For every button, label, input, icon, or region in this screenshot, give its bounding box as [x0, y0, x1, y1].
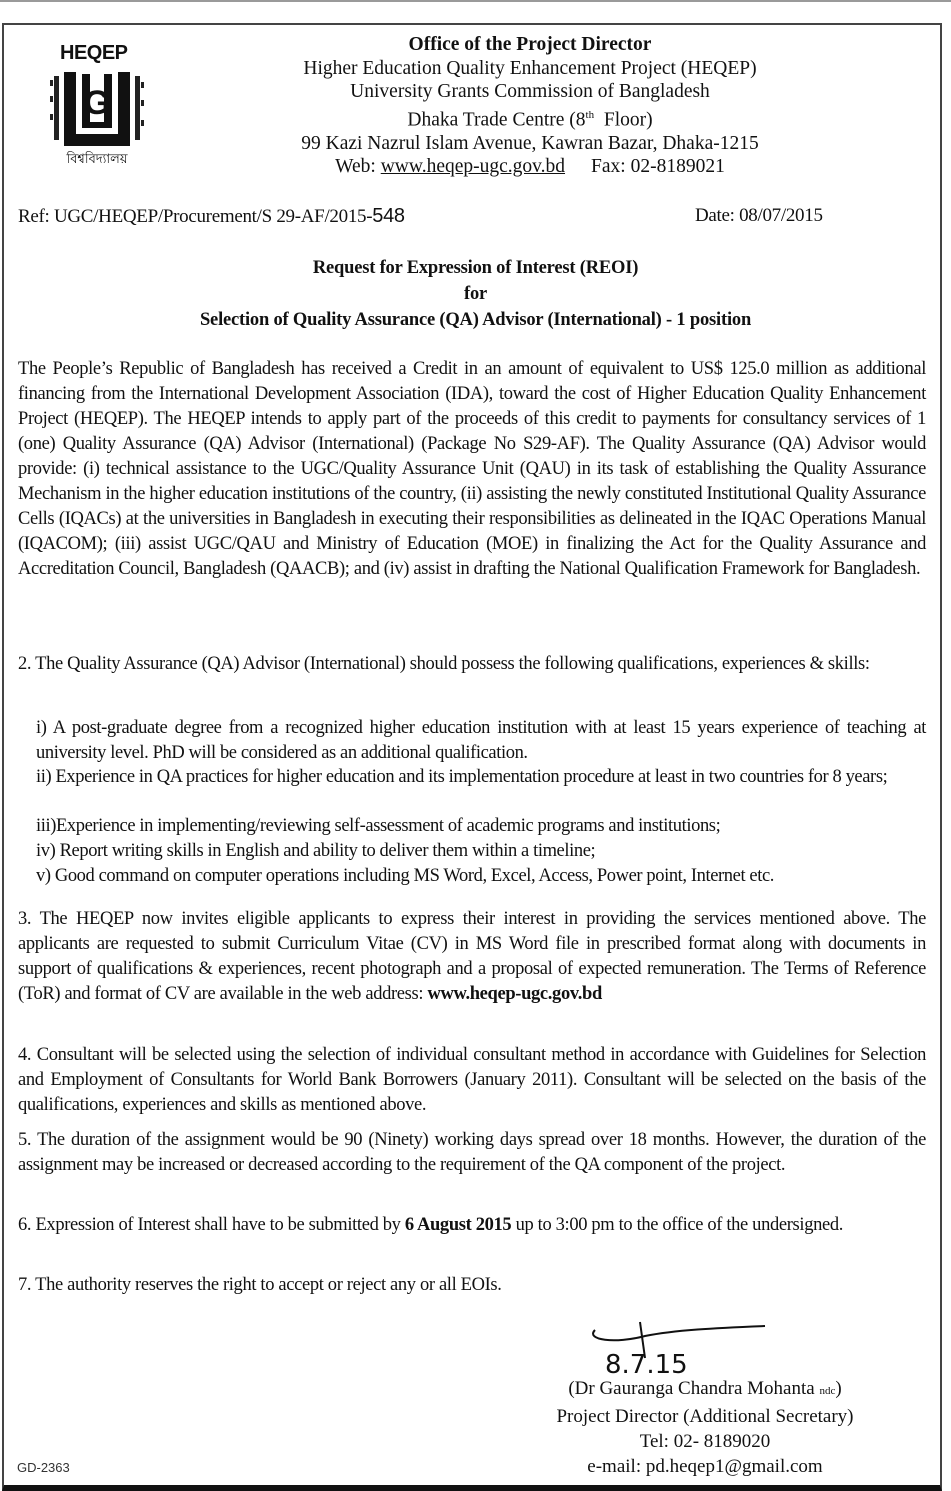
section-4	[18, 1043, 926, 1118]
building-line	[270, 104, 790, 132]
section-5-text: The duration of the assignment would be 90 (Ninety) working days spread over 18 months. However, the duration of the assignment may be increased or decreased according to the requirement of the QA component of the project.	[18, 1130, 926, 1175]
document-date: Date: 08/07/2015	[695, 205, 823, 226]
section-7-text: The authority reserves the right to accept or reject any or all EOIs.	[35, 1275, 502, 1295]
title-line-1: Request for Expression of Interest (REOI)	[312, 258, 639, 278]
contact-line	[270, 155, 790, 179]
section-7-number: 7.	[18, 1275, 32, 1295]
ref-printed: Ref: UGC/HEQEP/Procurement/S 29-AF/2015-	[18, 206, 373, 227]
top-edge-line	[0, 0, 951, 2]
signatory-designation: Project Director (Additional Secretary)	[556, 1406, 854, 1427]
ref-handwritten: 548	[372, 205, 405, 227]
logo-bengali-caption: বিশ্ববিদ্যালয়	[66, 152, 128, 167]
item-text: A post-graduate degree from a recognized higher education institution with at least 15 years experience of teaching at university level. PhD will be considered as an additional qualification.	[36, 718, 926, 763]
qualification-item-5	[36, 864, 926, 889]
signatory-name	[520, 1376, 890, 1404]
svg-text:8.7.15: 8.7.15	[605, 1350, 688, 1378]
qualification-item-1	[36, 716, 926, 765]
qualification-item-2	[36, 765, 926, 790]
item-text: Experience in QA practices for higher education and its implementation procedure at least in two countries for 8 years;	[55, 767, 888, 787]
intro-paragraph: The People’s Republic of Bangladesh has received a Credit in an amount of equivalent to US$ 125.0 million as additional financing from the International Development Association (IDA), toward the cost of Higher Education Quality Enhancement Project (HEQEP). The HEQEP intends to apply part of the proceeds of this credit to payments for consultancy services of 1 (one) Quality Assurance (QA) Advisor (International) (Package No S29-AF). The Quality Assurance (QA) Advisor would provide: (i) technical assistance to the UGC/Quality Assurance Unit (QAU) in its task of establishing the Quality Assurance Mechanism in the higher education institutions of the country, (ii) assisting the newly constituted Institutional Quality Assurance Cells (IQACs) at the universities in Bangladesh in executing their responsibilities as delineated in the IQAC Operations Manual (IQACOM); (iii) assist UGC/QAU and Ministry of Education (MOE) in finalizing the Act for the Quality Assurance and Accreditation Council, Bangladesh (QAACB); and (iv) assist in drafting the National Qualification Framework for Bangladesh.	[18, 359, 926, 579]
building-floor: Floor)	[594, 109, 653, 130]
section-3	[18, 907, 926, 1007]
footer-code: GD-2363	[17, 1460, 70, 1475]
item-number: v)	[36, 866, 51, 886]
name-text: (Dr Gauranga Chandra Mohanta	[568, 1378, 820, 1399]
svg-text:G: G	[83, 84, 111, 122]
signature-block	[520, 1376, 890, 1479]
project-name: Higher Education Quality Enhancement Project (HEQEP)	[303, 57, 757, 79]
qualification-item-3	[36, 814, 926, 839]
item-text: Experience in implementing/reviewing self-assessment of academic programs and institutions;	[55, 816, 721, 836]
item-text: Report writing skills in English and ability to deliver them within a timeline;	[59, 841, 596, 861]
title-line-2: for	[463, 284, 488, 304]
handwritten-signature-icon	[585, 1318, 785, 1378]
section-3-number: 3.	[18, 909, 32, 929]
signatory-email[interactable]: e-mail: pd.heqep1@gmail.com	[587, 1456, 823, 1477]
signatory-tel: Tel: 02- 8189020	[639, 1431, 771, 1452]
section-6-number: 6.	[18, 1215, 32, 1235]
section-6	[18, 1213, 926, 1238]
name-suffix: ndc	[819, 1385, 836, 1397]
qualification-item-4	[36, 839, 926, 864]
section-7	[18, 1273, 926, 1298]
building-text: Dhaka Trade Centre (8	[407, 109, 586, 130]
letterhead	[270, 33, 790, 179]
web-label: Web:	[335, 156, 381, 177]
building-sup: th	[585, 108, 595, 121]
item-number: ii)	[36, 767, 52, 787]
title-line-3: Selection of Quality Assurance (QA) Advisor (International) - 1 position	[199, 310, 752, 330]
section-6-text: Expression of Interest shall have to be submitted by	[35, 1215, 405, 1235]
fax-number: Fax: 02-8189021	[591, 156, 725, 177]
section-6-text-end: up to 3:00 pm to the office of the undersigned.	[511, 1215, 844, 1235]
heqep-logo	[26, 42, 160, 172]
address-line: 99 Kazi Nazrul Islam Avenue, Kawran Bazar, Dhaka-1215	[301, 132, 759, 154]
section-4-text: Consultant will be selected using the selection of individual consultant method in accordance with Guidelines for Selection and Employment of Consultants for World Bank Borrowers (January 2011). Consultant will be selected on the basis of the qualifications, experiences and skills as mentioned above.	[18, 1045, 926, 1115]
name-close: )	[835, 1378, 842, 1399]
item-number: i)	[36, 718, 47, 738]
item-number: iii)	[36, 816, 56, 836]
office-title: Office of the Project Director	[408, 34, 652, 55]
web-link[interactable]: www.heqep-ugc.gov.bd	[380, 156, 566, 177]
section-5	[18, 1128, 926, 1178]
submission-deadline: 6 August 2015	[404, 1215, 512, 1235]
reference-number	[18, 205, 405, 228]
item-text: Good command on computer operations including MS Word, Excel, Access, Power point, Internet etc.	[54, 866, 774, 886]
item-number: iv)	[36, 841, 56, 861]
section-2-number: 2.	[18, 654, 32, 674]
section-2-text: The Quality Assurance (QA) Advisor (International) should possess the following qualifications, experiences & skills:	[35, 654, 870, 674]
section-3-text: The HEQEP now invites eligible applicants to express their interest in providing the services mentioned above. The applicants are requested to submit Curriculum Vitae (CV) in MS Word file in prescribed format along with documents in support of qualifications & experiences, recent photograph and a proposal of expected remuneration. The Terms of Reference (ToR) and format of CV are available in the web address:	[18, 909, 926, 1004]
section-5-number: 5.	[18, 1130, 32, 1150]
section-2	[18, 652, 926, 677]
commission-name: University Grants Commission of Bangladesh	[350, 81, 710, 102]
section-4-number: 4.	[18, 1045, 32, 1065]
tor-web-link[interactable]: www.heqep-ugc.gov.bd	[427, 984, 602, 1004]
logo-title: HEQEP	[60, 42, 128, 64]
